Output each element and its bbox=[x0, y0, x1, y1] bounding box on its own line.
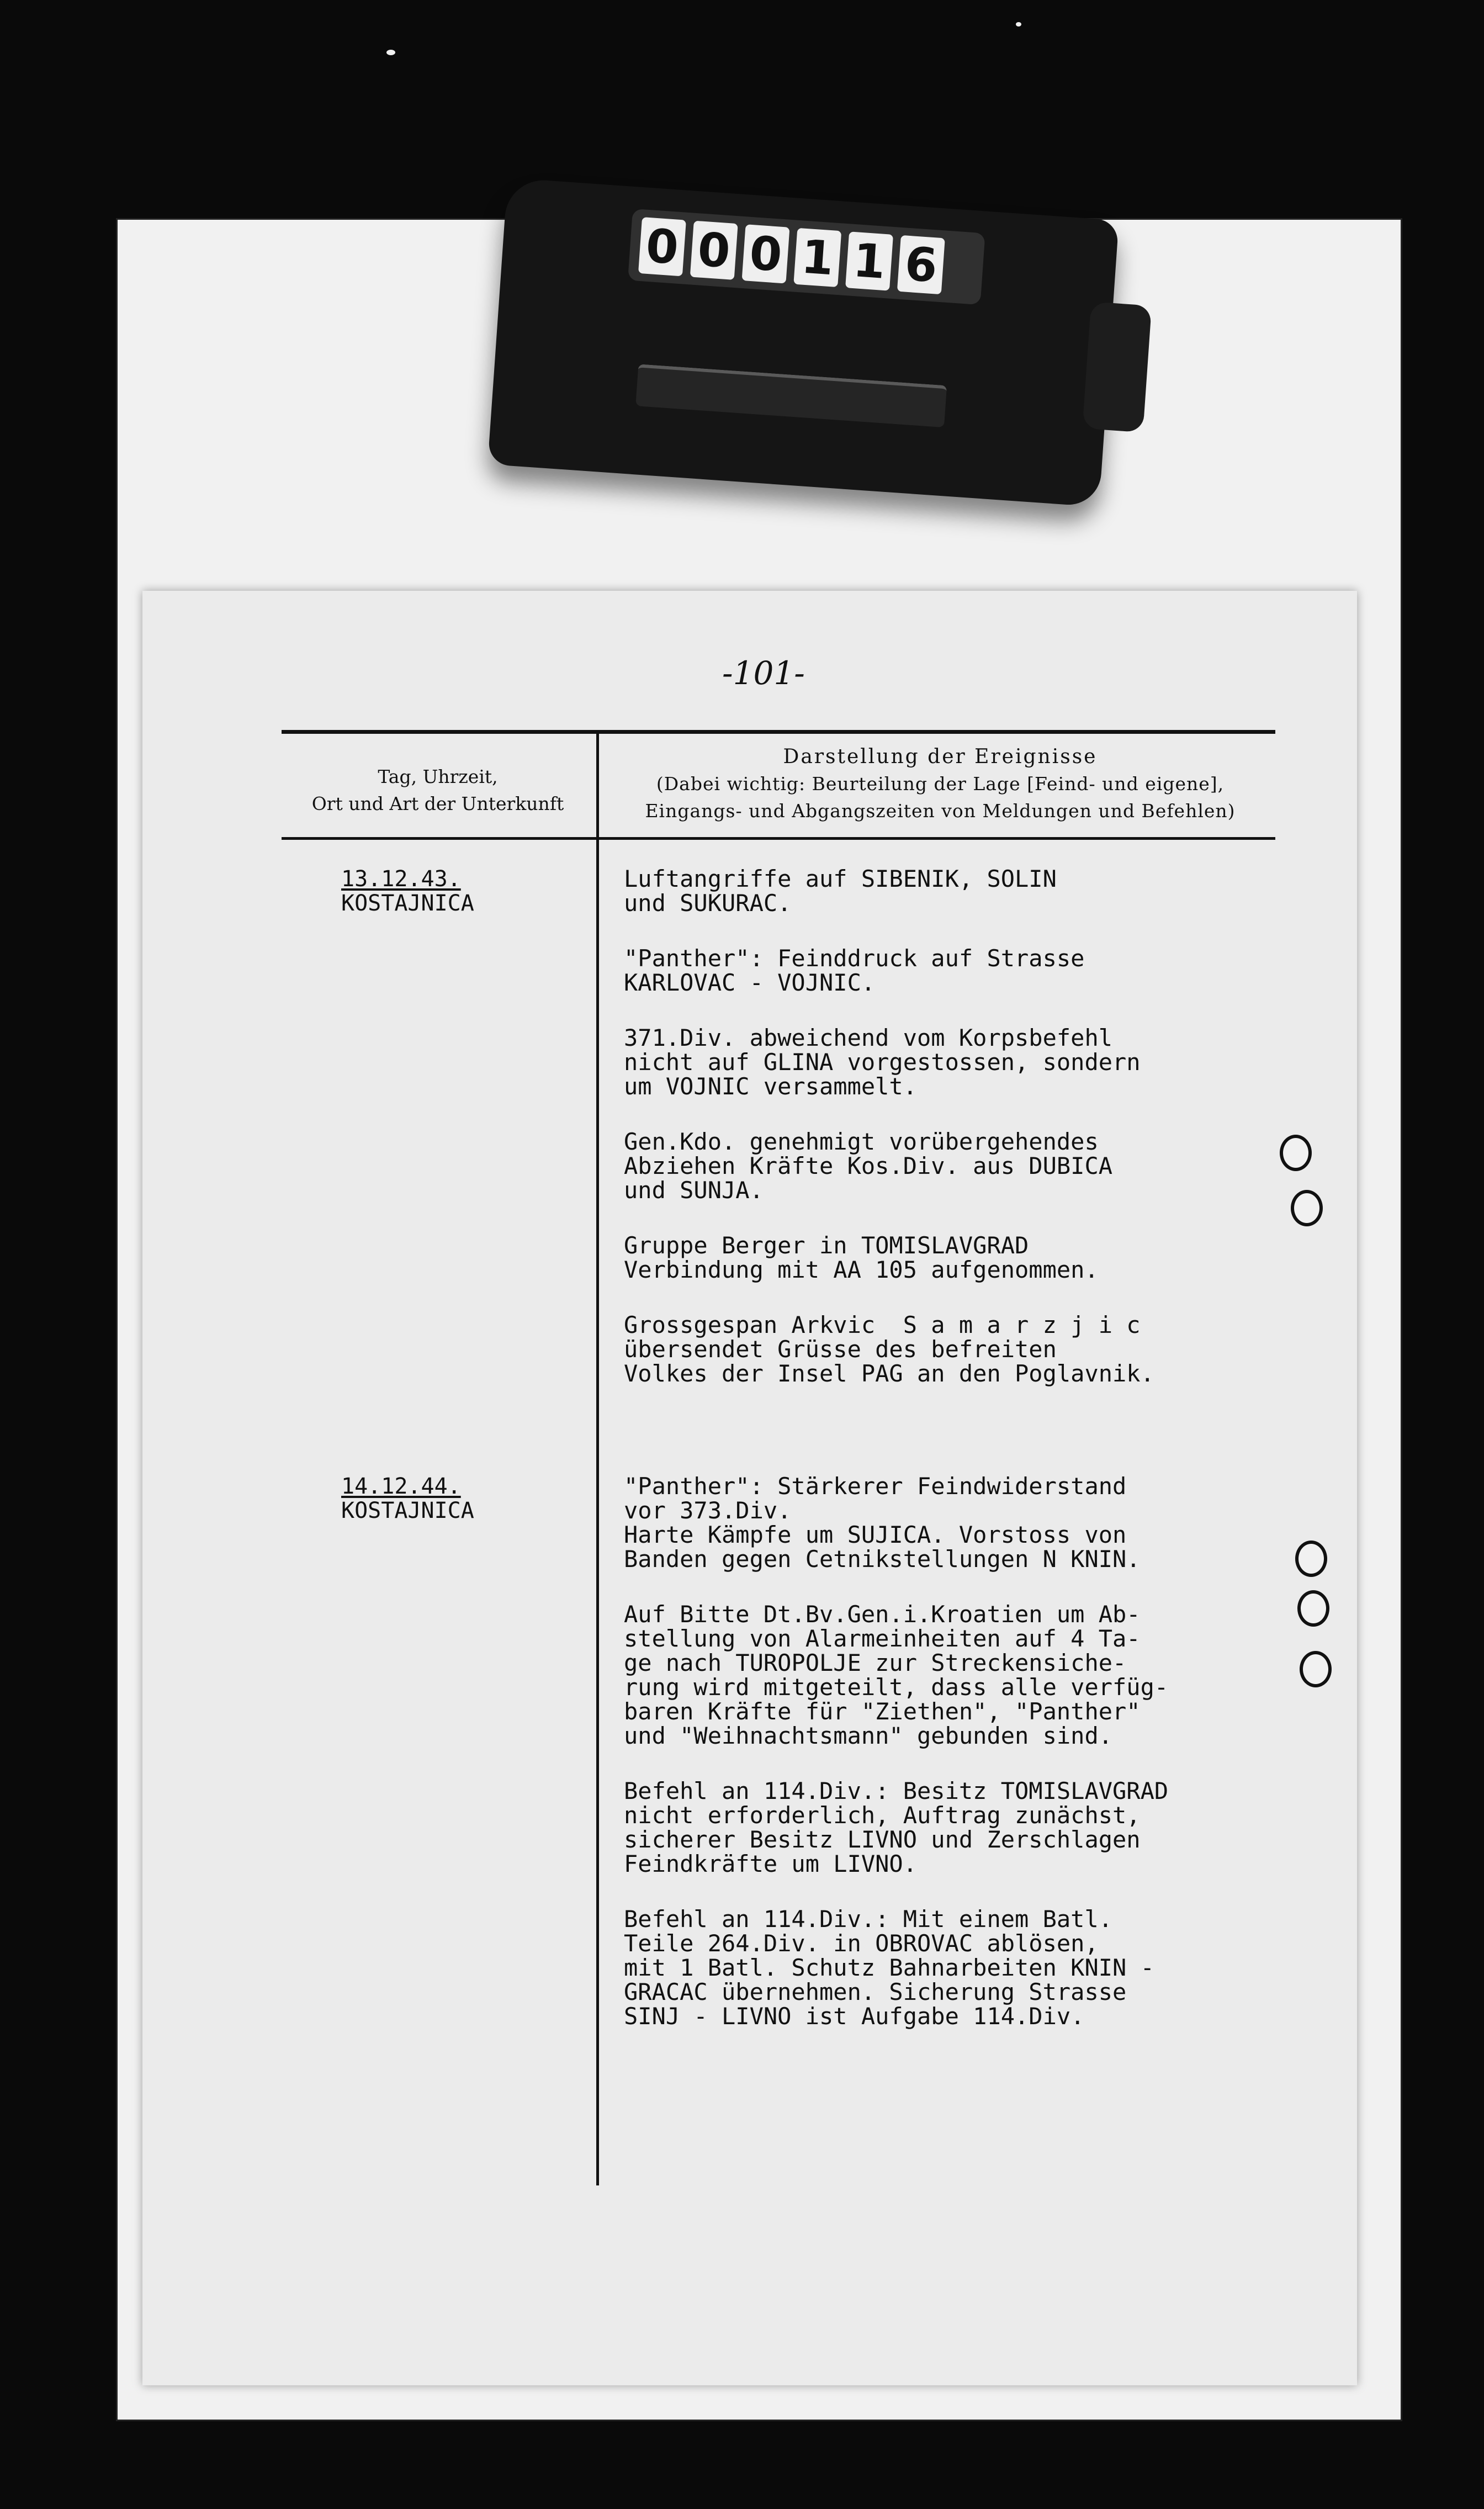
journal-entry bbox=[624, 1234, 1286, 1282]
punch-hole bbox=[1280, 1135, 1312, 1171]
table-top-rule bbox=[282, 730, 1275, 734]
journal-entry-line: Verbindung mit AA 105 aufgenommen. bbox=[624, 1256, 1099, 1283]
entry-date: 14.12.44. bbox=[341, 1474, 461, 1499]
journal-entry bbox=[624, 1779, 1286, 1876]
counter-slot bbox=[635, 364, 947, 427]
column-header-line: Tag, Uhrzeit, bbox=[378, 766, 498, 787]
journal-entry bbox=[624, 1313, 1286, 1386]
journal-entry-line: ge nach TUROPOLJE zur Streckensiche- bbox=[624, 1649, 1127, 1676]
counter-digit: 1 bbox=[793, 228, 841, 287]
counter-digit: 6 bbox=[897, 235, 945, 294]
journal-entry-line: Harte Kämpfe um SUJICA. Vorstoss von bbox=[624, 1521, 1127, 1548]
punch-hole bbox=[1291, 1190, 1323, 1226]
column-header-date-place bbox=[286, 763, 590, 817]
film-speck bbox=[386, 50, 395, 55]
journal-entry bbox=[624, 1474, 1286, 1571]
journal-entry-line: und SUNJA. bbox=[624, 1177, 764, 1204]
page-number: -101- bbox=[722, 654, 805, 692]
journal-entry-line: Gruppe Berger in TOMISLAVGRAD bbox=[624, 1232, 1029, 1259]
journal-entry-line: und "Weihnachtsmann" gebunden sind. bbox=[624, 1722, 1113, 1749]
film-speck bbox=[1016, 22, 1021, 27]
journal-entry-line: um VOJNIC versammelt. bbox=[624, 1073, 918, 1100]
journal-entry-line: sicherer Besitz LIVNO und Zerschlagen bbox=[624, 1826, 1141, 1853]
journal-entry-line: "Panther": Stärkerer Feindwiderstand bbox=[624, 1473, 1127, 1500]
journal-entry-line: übersendet Grüsse des befreiten bbox=[624, 1336, 1057, 1363]
journal-entry-line: stellung von Alarmeinheiten auf 4 Ta- bbox=[624, 1625, 1141, 1652]
journal-entry-line: und SUKURAC. bbox=[624, 890, 792, 917]
column-header-line: Eingangs- und Abgangszeiten von Meldungen und Befehlen) bbox=[645, 800, 1236, 822]
counter-digit: 1 bbox=[845, 231, 893, 290]
journal-entry-line: KARLOVAC - VOJNIC. bbox=[624, 969, 876, 996]
journal-entry-line: nicht auf GLINA vorgestossen, sondern bbox=[624, 1049, 1141, 1076]
journal-entry-line: rung wird mitgeteilt, dass alle verfüg- bbox=[624, 1674, 1169, 1701]
journal-entry-line: baren Kräfte für "Ziethen", "Panther" bbox=[624, 1698, 1141, 1725]
column-header-line: (Dabei wichtig: Beurteilung der Lage [Feind- und eigene], bbox=[656, 773, 1225, 795]
journal-entry-line: Gen.Kdo. genehmigt vorübergehendes bbox=[624, 1128, 1099, 1155]
column-header-events bbox=[606, 743, 1274, 824]
journal-entry-line: GRACAC übernehmen. Sicherung Strasse bbox=[624, 1978, 1127, 2005]
journal-entry-line: mit 1 Batl. Schutz Bahnarbeiten KNIN - bbox=[624, 1954, 1154, 1981]
film-speck bbox=[1270, 425, 1276, 432]
journal-entry-line: Luftangriffe auf SIBENIK, SOLIN bbox=[624, 865, 1057, 892]
journal-entry bbox=[624, 1907, 1286, 2029]
date-place-cell bbox=[341, 867, 474, 915]
entry-date: 13.12.43. bbox=[341, 866, 461, 892]
journal-entry-line: Banden gegen Cetnikstellungen N KNIN. bbox=[624, 1545, 1141, 1573]
journal-entry-line: Volkes der Insel PAG an den Poglavnik. bbox=[624, 1360, 1154, 1387]
date-place-cell bbox=[341, 1474, 474, 1523]
journal-entry-line: Grossgespan Arkvic S a m a r z j i c bbox=[624, 1311, 1141, 1338]
frame-counter bbox=[487, 178, 1119, 507]
journal-entry bbox=[624, 946, 1286, 995]
punch-hole bbox=[1295, 1541, 1327, 1577]
journal-entry-line: Abziehen Kräfte Kos.Div. aus DUBICA bbox=[624, 1152, 1113, 1179]
column-header-line: Darstellung der Ereignisse bbox=[783, 745, 1098, 768]
journal-entry-line: nicht erforderlich, Auftrag zunächst, bbox=[624, 1802, 1141, 1829]
punch-hole bbox=[1300, 1651, 1332, 1687]
counter-knob bbox=[1082, 301, 1152, 432]
counter-digit: 0 bbox=[638, 217, 686, 276]
column-divider bbox=[596, 733, 599, 2185]
journal-entry bbox=[624, 867, 1286, 915]
journal-entry bbox=[624, 1602, 1286, 1748]
journal-entry bbox=[624, 1026, 1286, 1099]
journal-entry-line: Befehl an 114.Div.: Mit einem Batl. bbox=[624, 1905, 1113, 1933]
journal-entry-line: "Panther": Feinddruck auf Strasse bbox=[624, 945, 1085, 972]
counter-digit: 0 bbox=[742, 224, 790, 283]
journal-entry-line: Teile 264.Div. in OBROVAC ablösen, bbox=[624, 1930, 1099, 1957]
table-header-rule bbox=[282, 837, 1275, 840]
column-header-line: Ort und Art der Unterkunft bbox=[311, 793, 564, 814]
punch-hole bbox=[1297, 1590, 1329, 1627]
journal-entry-line: 371.Div. abweichend vom Korpsbefehl bbox=[624, 1024, 1113, 1051]
entry-place: KOSTAJNICA bbox=[341, 891, 474, 916]
counter-digits bbox=[628, 209, 985, 305]
counter-digit: 0 bbox=[690, 221, 738, 280]
journal-entry-line: Auf Bitte Dt.Bv.Gen.i.Kroatien um Ab- bbox=[624, 1601, 1141, 1628]
journal-entry-line: vor 373.Div. bbox=[624, 1497, 792, 1524]
journal-entry-line: Befehl an 114.Div.: Besitz TOMISLAVGRAD bbox=[624, 1777, 1169, 1804]
journal-entry-line: SINJ - LIVNO ist Aufgabe 114.Div. bbox=[624, 2003, 1085, 2030]
entry-place: KOSTAJNICA bbox=[341, 1498, 474, 1523]
journal-entry bbox=[624, 1130, 1286, 1203]
journal-entry-line: Feindkräfte um LIVNO. bbox=[624, 1850, 918, 1877]
document-page bbox=[142, 591, 1357, 2385]
